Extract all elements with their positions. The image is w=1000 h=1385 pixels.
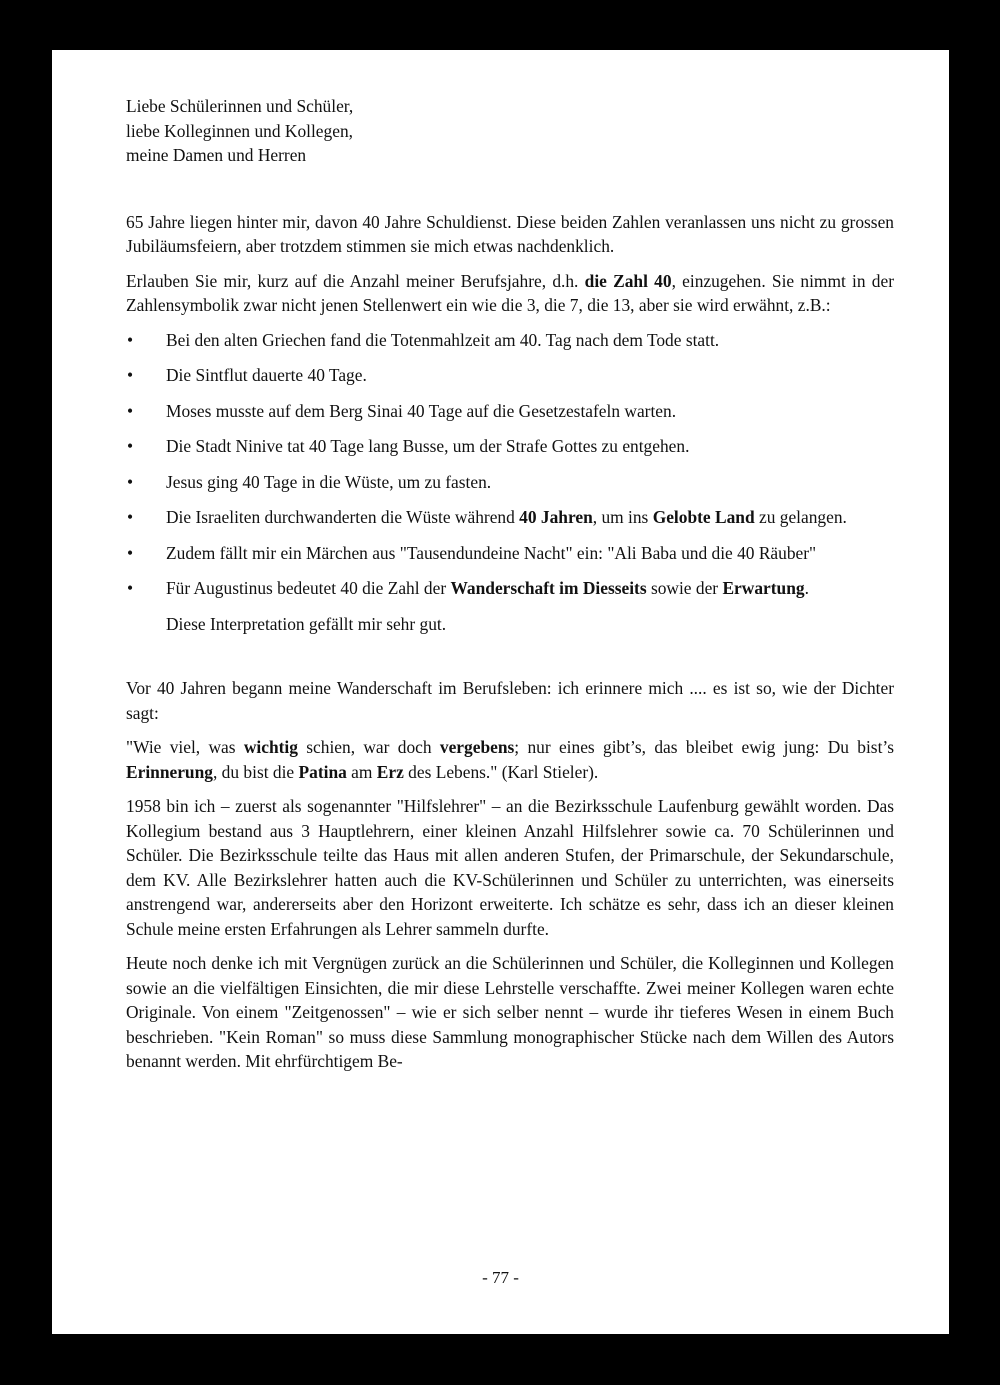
poem-quote (126, 735, 894, 784)
list-item-text: Die Stadt Ninive tat 40 Tage lang Busse, um der Strafe Gottes zu entgehen. (166, 436, 690, 456)
bold-text: Wanderschaft im Diesseits (450, 578, 647, 598)
bold-text: vergebens (439, 737, 515, 757)
salutation-line: liebe Kolleginnen und Kollegen, (126, 120, 353, 141)
interpretation-note: Diese Interpretation gefällt mir sehr gut. (166, 613, 447, 634)
text-run: "Wie viel, was (126, 737, 244, 757)
list-item (126, 328, 894, 353)
list-item (126, 363, 894, 388)
letter-body (126, 94, 894, 1084)
bullet-icon: • (127, 471, 134, 492)
list-item (126, 434, 894, 459)
bullet-icon: • (127, 436, 134, 456)
bullet-icon: • (127, 329, 134, 350)
bold-text: Erwartung (722, 578, 805, 598)
text-run: Die Israeliten durchwanderten die Wüste während (166, 507, 520, 527)
paragraph-intro: 65 Jahre liegen hinter mir, davon 40 Jahre Schuldienst. Diese beiden Zahlen veranlassen uns nicht zu grossen Jubiläumsfeiern, aber trotzdem stimmen sie mich etwas nachdenklich. (126, 211, 894, 256)
paragraph-number-40 (126, 269, 894, 318)
text-run: Für Augustinus bedeutet 40 die Zahl der (166, 578, 451, 598)
bold-text: Patina (298, 761, 347, 782)
salutation-line: meine Damen und Herren (126, 145, 307, 165)
list-item (126, 470, 894, 495)
examples-list (126, 328, 894, 601)
text-run: sowie der (646, 578, 723, 598)
bullet-icon: • (127, 400, 134, 421)
text-run: ; nur eines gibt’s, das bleibet ewig jung: Du bist’s (514, 737, 894, 757)
text-run: , um ins (592, 507, 653, 527)
text-run: am (346, 761, 377, 782)
paragraph-wanderschaft: Vor 40 Jahren begann meine Wanderschaft im Berufsleben: ich erinnere mich .... es ist so, wie der Dichter sagt: (126, 678, 894, 723)
bold-text: wichtig (243, 737, 298, 757)
text-run: zu gelangen. (754, 507, 847, 527)
list-item-text: Jesus ging 40 Tage in die Wüste, um zu fasten. (166, 471, 492, 492)
paragraph-1958: 1958 bin ich – zuerst als sogenannter "Hilfslehrer" – an die Bezirksschule Laufenburg gewählt worden. Das Kollegium bestand aus 3 Hauptlehrern, einer kleinen Anzahl Hilfslehrer sowie ca. 70 Schülerinnen und Schüler. Die Bezirksschule teilte das Haus mit allen anderen Stufen, der Primarschule, der Sekundarschule, dem KV. Alle Bezirkslehrer hatten auch die KV-Schülerinnen und Schüler zu unterrichten, was einerseits anstrengend war, andererseits aber den Horizont erweiterte. Ich schätze es sehr, dass ich an dieser kleinen Schule meine ersten Erfahrungen als Lehrer sammeln durfte. (126, 796, 894, 939)
list-item-text: Bei den alten Griechen fand die Totenmahlzeit am 40. Tag nach dem Tode statt. (166, 329, 720, 350)
section-gap (126, 646, 894, 676)
paragraph-memories: Heute noch denke ich mit Vergnügen zurück an die Schülerinnen und Schüler, die Kolleginnen und Kollegen sowie an die vielfältigen Einsichten, die mir diese Lehrstelle verschaffte. Zwei meiner Kollegen waren echte Originale. Von einem "Zeitgenossen" – wie er sich selber nennt – wurde ihr tieferes Wesen in einem Buch beschrieben. "Kein Roman" so muss diese Sammlung monographischer Stücke nach dem Willen des Autors benannt werden. Mit ehrfürchtigem Be- (126, 953, 894, 1071)
document-page (52, 50, 949, 1334)
text-run: schien, war doch (297, 737, 440, 757)
text-run: , einzugehen. Sie nimmt in der Zahlensymbolik zwar nicht jenen Stellenwert ein wie die 3, die 7, die 13, aber sie wird erwähnt, z.B.: (126, 270, 895, 315)
text-run: , du bist die (212, 761, 299, 782)
bold-text: Erinnerung (126, 761, 213, 782)
text-run: des Lebens." (Karl Stieler). (403, 761, 599, 782)
list-item (126, 576, 894, 601)
bold-text: 40 Jahren (519, 507, 593, 527)
salutation (126, 94, 894, 168)
bullet-icon: • (127, 507, 134, 527)
page-number: - 77 - (482, 1268, 519, 1287)
bullet-icon: • (127, 578, 134, 598)
bold-text: Erz (376, 761, 404, 782)
list-item (126, 541, 894, 566)
list-item (126, 505, 894, 530)
list-item-text: Die Sintflut dauerte 40 Tage. (166, 365, 367, 385)
salutation-line: Liebe Schülerinnen und Schüler, (126, 96, 354, 116)
bullet-icon: • (127, 542, 134, 563)
text-run: . (804, 578, 809, 598)
list-item-text: Moses musste auf dem Berg Sinai 40 Tage auf die Gesetzestafeln warten. (166, 400, 677, 421)
list-item (126, 399, 894, 424)
bullet-icon: • (127, 365, 134, 385)
text-run: Erlauben Sie mir, kurz auf die Anzahl meiner Berufsjahre, d.h. (126, 270, 585, 291)
list-item-text: Zudem fällt mir ein Märchen aus "Tausendundeine Nacht" ein: "Ali Baba und die 40 Räuber" (166, 542, 817, 563)
bold-text: die Zahl 40 (584, 270, 672, 291)
bold-text: Gelobte Land (652, 507, 755, 527)
